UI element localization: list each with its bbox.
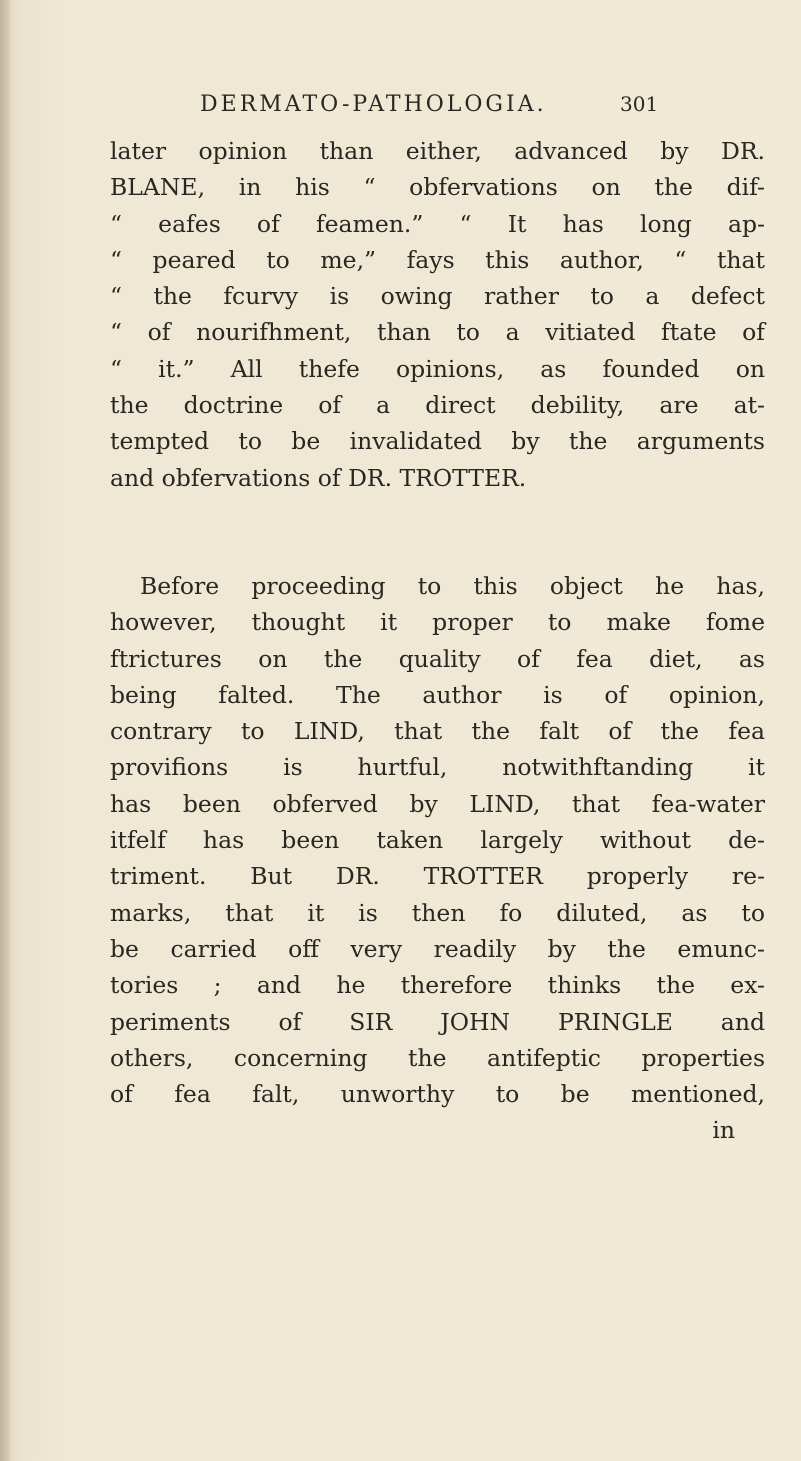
text-line: provifions is hurtful, notwithftanding it	[110, 753, 765, 782]
text-line: marks, that it is then fo diluted, as to	[110, 898, 765, 927]
running-head-title: DERMATO-PATHOLOGIA.	[200, 92, 547, 117]
text-line: BLANE, in his “ obfervations on the dif-	[110, 173, 765, 202]
paragraph-1	[110, 133, 765, 496]
text-line: triment. But DR. TROTTER properly re-	[110, 862, 765, 891]
text-line: tempted to be invalidated by the arguments	[110, 427, 765, 456]
text-line: later opinion than either, advanced by DR.	[110, 137, 765, 165]
text-line: be carried off very readily by the emunc-	[110, 934, 765, 963]
paragraph-gap	[110, 496, 765, 568]
text-line: “ the fcurvy is owing rather to a defect	[110, 282, 765, 311]
text-line: Before proceeding to this object he has,	[140, 571, 765, 600]
text-line: has been obferved by LIND, that fea-water	[110, 789, 765, 818]
text-line: itfelf has been taken largely without de-	[110, 826, 765, 855]
text-line: others, concerning the antifeptic properties	[110, 1043, 765, 1072]
text-line: however, thought it proper to make fome	[110, 608, 765, 637]
catchword: in	[712, 1116, 735, 1145]
page-number: 301	[620, 92, 659, 116]
text-line: tories ; and he therefore thinks the ex-	[110, 971, 765, 1000]
paragraph-2	[110, 568, 765, 1112]
text-line: being falted. The author is of opinion,	[110, 680, 765, 709]
text-line: “ it.” All thefe opinions, as founded on	[110, 354, 765, 383]
text-line: contrary to LIND, that the falt of the fea	[110, 717, 765, 746]
text-line: ftrictures on the quality of fea diet, as	[110, 644, 765, 673]
text-line: “ eafes of feamen.” “ It has long ap-	[110, 209, 765, 238]
text-line: “ of nourifhment, than to a vitiated ftate of	[110, 318, 765, 347]
text-line: of fea falt, unworthy to be mentioned,	[110, 1080, 765, 1109]
text-line: and obfervations of DR. TROTTER.	[110, 463, 527, 492]
text-line: periments of SIR JOHN PRINGLE and	[110, 1007, 765, 1036]
running-head	[200, 92, 760, 128]
page-spine-shadow	[0, 0, 10, 1461]
text-line: the doctrine of a direct debility, are at-	[110, 391, 765, 420]
body-text	[110, 133, 765, 1149]
text-line: “ peared to me,” fays this author, “ that	[110, 245, 765, 274]
